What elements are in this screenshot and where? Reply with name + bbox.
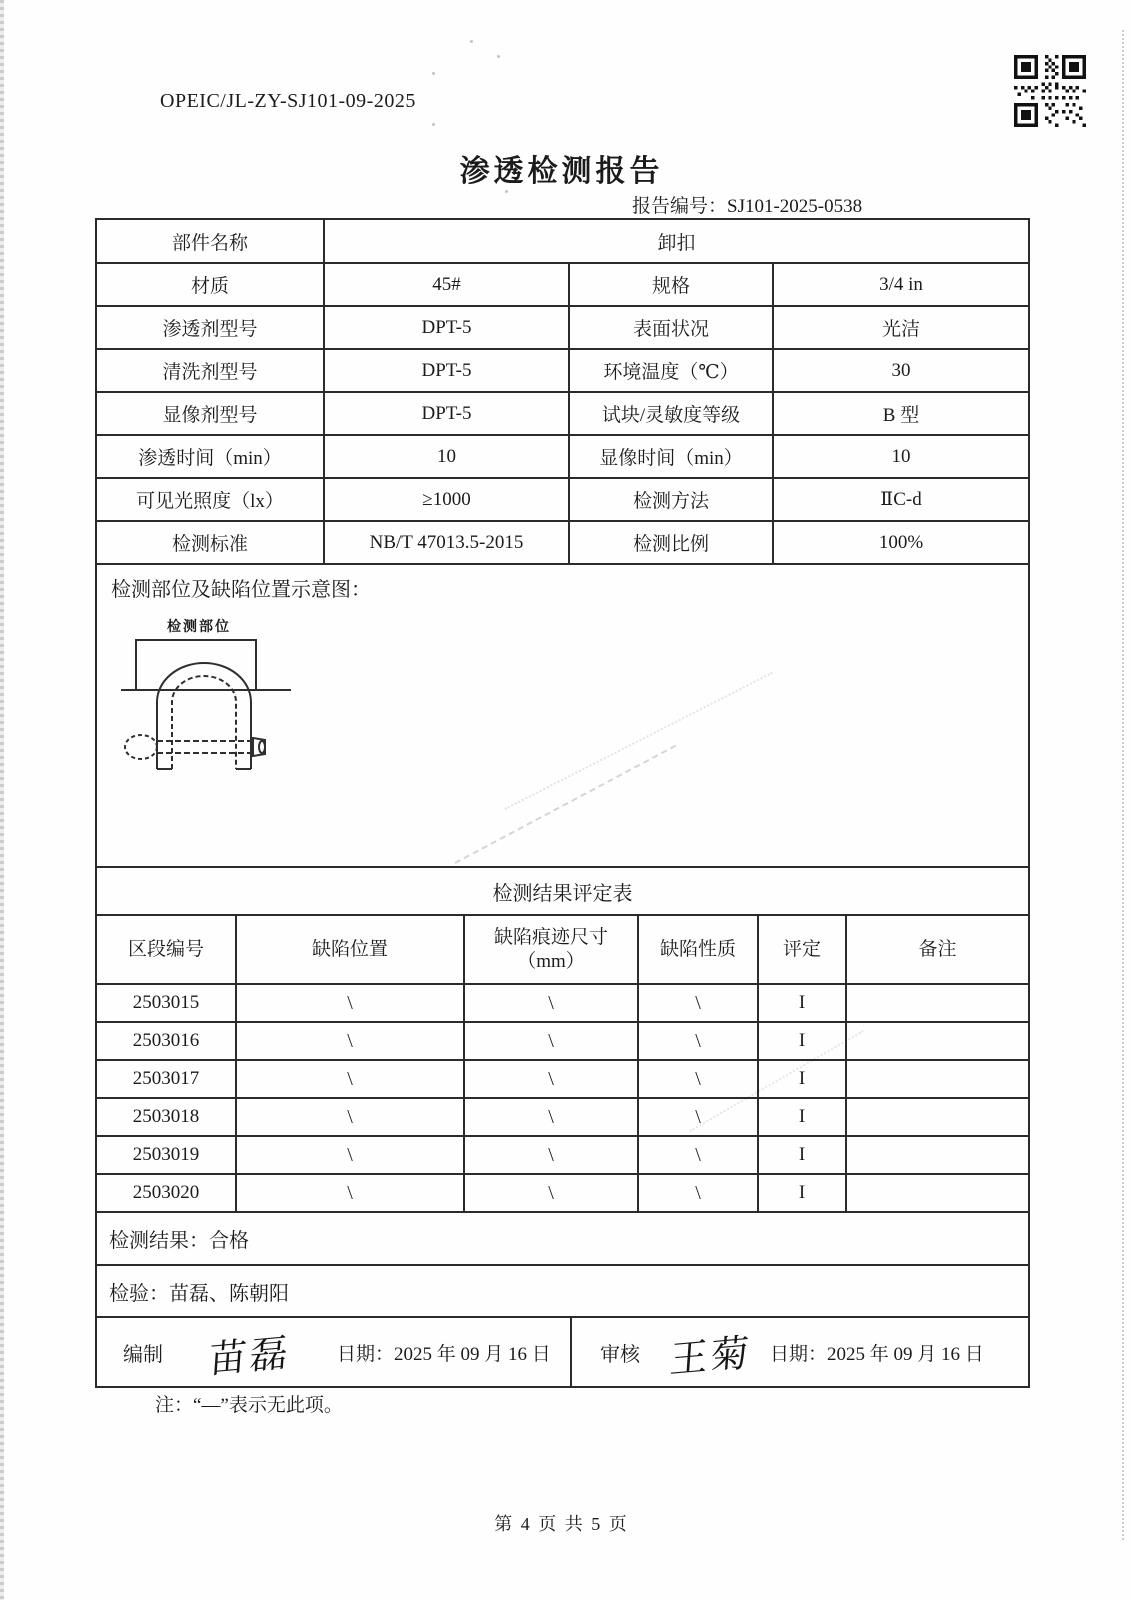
qr-code-icon: [1012, 55, 1088, 127]
field-value: 10: [773, 435, 1029, 478]
test-result-value: 合格: [209, 1230, 249, 1252]
prepared-cell: [96, 1317, 571, 1387]
field-value: 45#: [324, 263, 569, 306]
remark: [846, 1136, 1029, 1174]
inspectors: [96, 1265, 1029, 1317]
table-row: [96, 263, 1029, 306]
rating: I: [758, 1174, 846, 1212]
field-value: DPT-5: [324, 392, 569, 435]
date-value: 2025 年 09 月 16 日: [394, 1343, 551, 1365]
defect-nature: \: [638, 1022, 758, 1060]
defect-size: \: [464, 1060, 638, 1098]
table-row: [96, 1022, 1029, 1060]
field-value: B 型: [773, 392, 1029, 435]
reviewed-signature: 王菊: [668, 1331, 754, 1382]
scan-artifact: [470, 40, 473, 43]
column-header-defect-nature: 缺陷性质: [638, 915, 758, 984]
page-number: 第 4 页 共 5 页: [494, 1514, 629, 1534]
defect-nature: \: [638, 1060, 758, 1098]
signoff-table: [95, 1316, 1030, 1388]
table-row: [96, 1060, 1029, 1098]
segment-number: 2503016: [96, 1022, 236, 1060]
field-value: 3/4 in: [773, 263, 1029, 306]
field-label: 清洗剂型号: [96, 349, 324, 392]
column-header-defect-position: 缺陷位置: [236, 915, 464, 984]
field-label: 可见光照度（lx）: [96, 478, 324, 521]
scan-artifact: [0, 0, 4, 1600]
field-label: 显像剂型号: [96, 392, 324, 435]
inspectors-label: 检验：: [109, 1282, 169, 1305]
field-label: 渗透剂型号: [96, 306, 324, 349]
column-header-segment: 区段编号: [96, 915, 236, 984]
field-value: 光洁: [773, 306, 1029, 349]
scan-artifact: [1122, 30, 1124, 1540]
date-value: 2025 年 09 月 16 日: [827, 1343, 984, 1365]
field-label: 规格: [569, 263, 773, 306]
shackle-diagram: [119, 636, 304, 786]
field-value: DPT-5: [324, 349, 569, 392]
defect-position: \: [236, 1174, 464, 1212]
defect-size: \: [464, 1022, 638, 1060]
part-name-value: 卸扣: [324, 219, 1029, 263]
column-header-defect-size-line1: 缺陷痕迹尺寸: [493, 926, 608, 948]
info-table: [95, 218, 1030, 868]
field-label: 材质: [96, 263, 324, 306]
table-row: [96, 306, 1029, 349]
remark: [846, 1174, 1029, 1212]
prepared-signature: 苗磊: [207, 1331, 293, 1382]
field-value: ≥1000: [324, 478, 569, 521]
test-result-label: 检测结果：: [109, 1230, 209, 1252]
field-value: 100%: [773, 521, 1029, 564]
defect-size: \: [464, 1136, 638, 1174]
date-label: 日期：: [337, 1343, 395, 1365]
segment-number: 2503019: [96, 1136, 236, 1174]
rating: I: [758, 1136, 846, 1174]
table-row: [96, 1174, 1029, 1212]
defect-position: \: [236, 1136, 464, 1174]
field-label: 检测比例: [569, 521, 773, 564]
column-header-remark: 备注: [846, 915, 1029, 984]
table-row: [96, 219, 1029, 263]
field-value: DPT-5: [324, 306, 569, 349]
remark: [846, 1098, 1029, 1136]
table-row: [96, 1098, 1029, 1136]
remark: [846, 984, 1029, 1022]
field-value: 10: [324, 435, 569, 478]
table-row: [96, 349, 1029, 392]
report-number-label: 报告编号：: [632, 196, 728, 217]
rating: I: [758, 984, 846, 1022]
defect-nature: \: [638, 1136, 758, 1174]
defect-nature: \: [638, 1098, 758, 1136]
table-row: [96, 435, 1029, 478]
diagram-caption: 检测部位: [167, 620, 231, 635]
column-header-defect-size-line2: （mm）: [517, 950, 585, 972]
segment-number: 2503017: [96, 1060, 236, 1098]
defect-position: \: [236, 1022, 464, 1060]
table-header-row: [96, 915, 1029, 984]
defect-size: \: [464, 984, 638, 1022]
field-label: 渗透时间（min）: [96, 435, 324, 478]
rating: I: [758, 1022, 846, 1060]
defect-position: \: [236, 1060, 464, 1098]
footnote: 注：“—”表示无此项。: [155, 1395, 343, 1416]
field-label: 试块/灵敏度等级: [569, 392, 773, 435]
defect-nature: \: [638, 1174, 758, 1212]
table-row: [96, 1136, 1029, 1174]
table-row: [96, 984, 1029, 1022]
table-row: [96, 1317, 1029, 1387]
results-table: [95, 866, 1030, 1318]
report-number-value: SJ101-2025-0538: [727, 196, 863, 217]
defect-size: \: [464, 1098, 638, 1136]
field-label: 检测方法: [569, 478, 773, 521]
defect-size: \: [464, 1174, 638, 1212]
field-value: 30: [773, 349, 1029, 392]
diagram-label: 检测部位及缺陷位置示意图：: [111, 579, 371, 601]
page-title: 渗透检测报告: [459, 155, 664, 188]
table-row: [96, 392, 1029, 435]
scan-artifact: [505, 190, 508, 193]
table-row: [96, 867, 1029, 915]
scan-artifact: [432, 123, 435, 126]
reviewed-cell: [571, 1317, 1029, 1387]
segment-number: 2503020: [96, 1174, 236, 1212]
inspectors-value: 苗磊、陈朝阳: [169, 1282, 289, 1305]
prepared-date: [337, 1339, 551, 1366]
table-row: [96, 521, 1029, 564]
segment-number: 2503015: [96, 984, 236, 1022]
scan-artifact: [432, 72, 435, 75]
document-code: OPEIC/JL-ZY-SJ101-09-2025: [160, 90, 416, 112]
field-label: 检测标准: [96, 521, 324, 564]
test-result: [96, 1212, 1029, 1265]
field-label: 环境温度（℃）: [569, 349, 773, 392]
field-value: ⅡC-d: [773, 478, 1029, 521]
defect-nature: \: [638, 984, 758, 1022]
field-label: 表面状况: [569, 306, 773, 349]
table-row: [96, 1265, 1029, 1317]
remark: [846, 1022, 1029, 1060]
date-label: 日期：: [770, 1343, 828, 1365]
column-header-rating: 评定: [758, 915, 846, 984]
table-row: [96, 478, 1029, 521]
reviewed-date: [770, 1339, 984, 1366]
diagram-cell: [96, 564, 1029, 867]
field-label: 显像时间（min）: [569, 435, 773, 478]
rating: I: [758, 1060, 846, 1098]
part-name-label: 部件名称: [96, 219, 324, 263]
column-header-defect-size: [464, 915, 638, 984]
table-row: [96, 564, 1029, 867]
field-value: NB/T 47013.5-2015: [324, 521, 569, 564]
rating: I: [758, 1098, 846, 1136]
segment-number: 2503018: [96, 1098, 236, 1136]
report-number: [632, 191, 862, 218]
defect-position: \: [236, 984, 464, 1022]
reviewed-label: 审核: [600, 1343, 640, 1366]
results-table-title: 检测结果评定表: [96, 867, 1029, 915]
scan-artifact: [497, 55, 500, 58]
prepared-label: 编制: [123, 1343, 163, 1366]
defect-position: \: [236, 1098, 464, 1136]
remark: [846, 1060, 1029, 1098]
table-row: [96, 1212, 1029, 1265]
